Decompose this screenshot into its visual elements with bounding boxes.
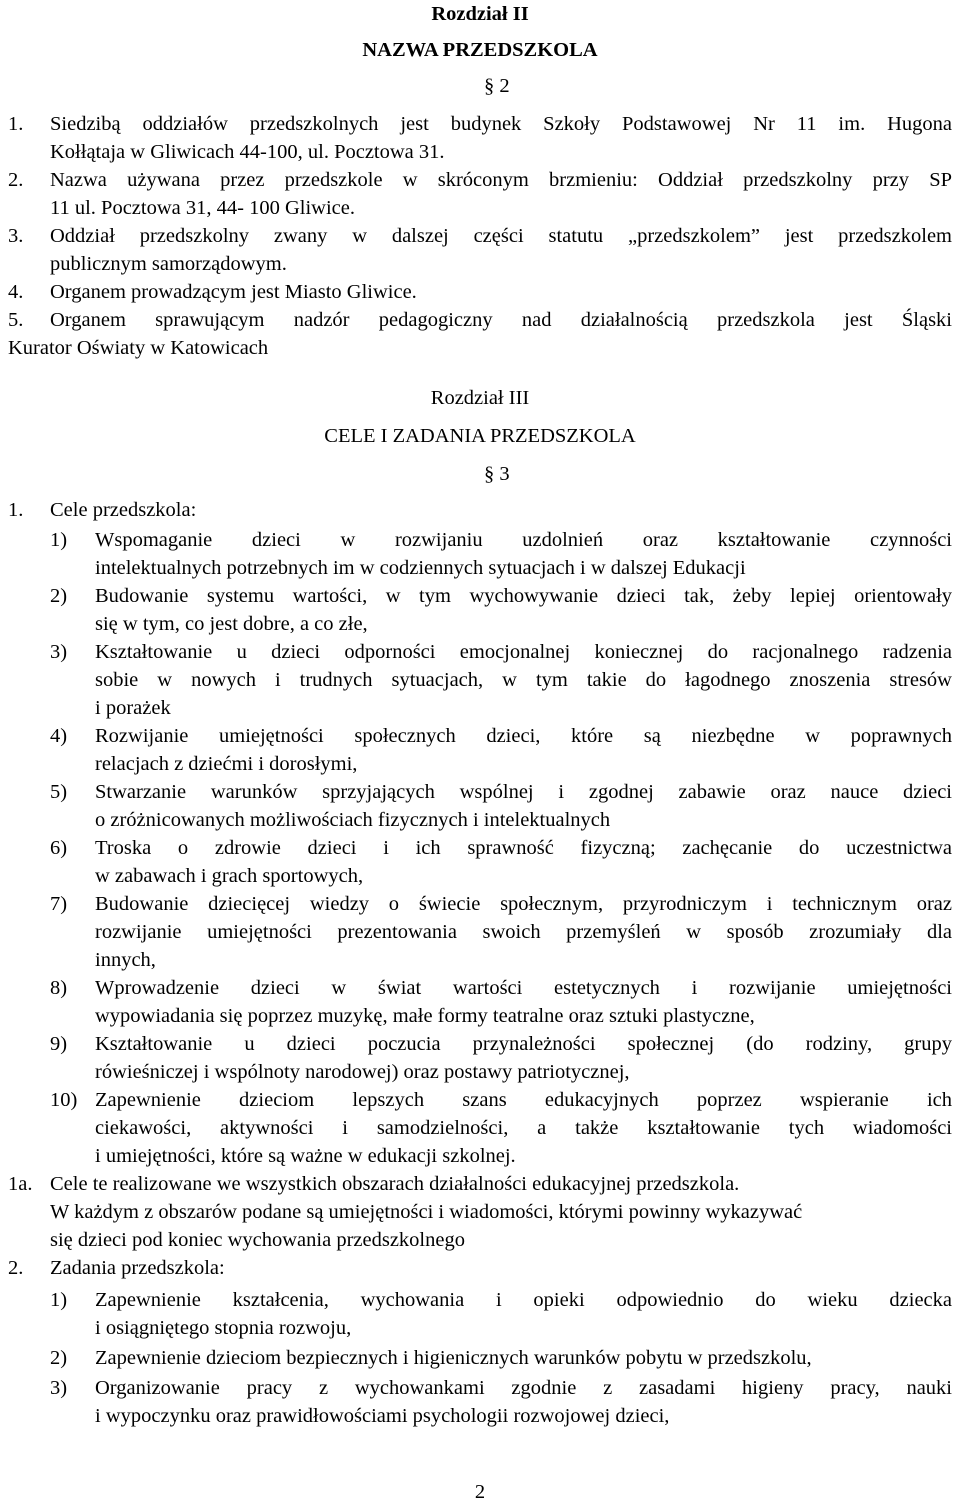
goal-text-line: rówieśniczej i wspólnoty narodowej) oraz postawy patriotycznej, (95, 1061, 630, 1083)
goal-text-line: Budowanie systemu wartości, w tym wychowywanie dzieci tak, żeby lepiej orientowały (95, 585, 952, 607)
goal-text-line: rozwijanie umiejętności prezentowania swoich przemyśleń w sposób zrozumiały dla (95, 921, 952, 943)
goals-number: 1. (8, 499, 24, 521)
goal-text-line: i porażek (95, 697, 171, 719)
task-text-line: Zapewnienie dzieciom bezpiecznych i higienicznych warunków pobytu w przedszkolu, (95, 1347, 812, 1369)
goal-text-line: Stwarzanie warunków sprzyjających wspólnej i zgodnej zabawie oraz nauce dzieci (95, 781, 952, 803)
task-number: 2) (50, 1347, 68, 1369)
goal-number: 9) (50, 1033, 68, 1055)
task-text-line: Organizowanie pracy z wychowankami zgodnie z zasadami higieny pracy, nauki (95, 1377, 952, 1399)
goal-text-line: Troska o zdrowie dzieci i ich sprawność fizyczną; zachęcanie do uczestnictwa (95, 837, 952, 859)
goal-number: 10) (50, 1089, 78, 1111)
goal-text-line: intelektualnych potrzebnych im w codziennych sytuacjach i w dalszej Edukacji (95, 557, 746, 579)
goal-text-line: w zabawach i grach sportowych, (95, 865, 364, 887)
tasks-label: Zadania przedszkola: (50, 1257, 225, 1279)
item-text-line: W każdym z obszarów podane są umiejętności i wiadomości, którymi powinny wykazywać (50, 1201, 803, 1223)
tasks-number: 2. (8, 1257, 24, 1279)
item-number: 1. (8, 113, 24, 135)
item-text-line: Siedzibą oddziałów przedszkolnych jest budynek Szkoły Podstawowej Nr 11 im. Hugona (50, 113, 952, 135)
item-text-line: Kurator Oświaty w Katowicach (8, 337, 269, 359)
chapter-title: NAZWA PRZEDSZKOLA (362, 39, 598, 61)
task-number: 1) (50, 1289, 68, 1311)
item-text-line: Organem sprawującym nadzór pedagogiczny nad działalnością przedszkola jest Śląski (50, 309, 952, 331)
item-number: 4. (8, 281, 24, 303)
goal-text-line: i umiejętności, które są ważne w edukacji szkolnej. (95, 1145, 516, 1167)
goal-number: 3) (50, 641, 68, 663)
item-number: 5. (8, 309, 24, 331)
goal-text-line: Budowanie dziecięcej wiedzy o świecie społecznym, przyrodniczym i technicznym oraz (95, 893, 952, 915)
item-text-line: Oddział przedszkolny zwany w dalszej części statutu „przedszkolem” jest przedszkolem (50, 225, 952, 247)
item-text-line: 11 ul. Pocztowa 31, 44- 100 Gliwice. (50, 197, 355, 219)
item-text-line: się dzieci pod koniec wychowania przedszkolnego (50, 1229, 465, 1251)
page-number: 2 (474, 1481, 486, 1503)
item-number: 2. (8, 169, 24, 191)
chapter-title: CELE I ZADANIA PRZEDSZKOLA (324, 425, 636, 447)
goals-label: Cele przedszkola: (50, 499, 197, 521)
goal-number: 6) (50, 837, 68, 859)
goal-text-line: innych, (95, 949, 156, 971)
goal-number: 4) (50, 725, 68, 747)
goal-text-line: Kształtowanie u dzieci odporności emocjonalnej koniecznej do racjonalnego radzenia (95, 641, 952, 663)
item-text-line: Organem prowadzącym jest Miasto Gliwice. (50, 281, 417, 303)
chapter-heading: Rozdział II (431, 3, 529, 25)
section-marker: § 3 (484, 463, 510, 485)
item-number: 1a. (8, 1173, 33, 1195)
task-text-line: Zapewnienie kształcenia, wychowania i opieki odpowiednio do wieku dziecka (95, 1289, 952, 1311)
goal-number: 7) (50, 893, 68, 915)
goal-number: 1) (50, 529, 68, 551)
goal-number: 5) (50, 781, 68, 803)
goal-text-line: sobie w nowych i trudnych sytuacjach, w tym takie do łagodnego znoszenia stresów (95, 669, 952, 691)
item-text-line: Kołłątaja w Gliwicach 44-100, ul. Pocztowa 31. (50, 141, 445, 163)
item-number: 3. (8, 225, 24, 247)
goal-number: 8) (50, 977, 68, 999)
goal-text-line: wypowiadania się poprzez muzykę, małe formy teatralne oraz sztuki plastyczne, (95, 1005, 755, 1027)
item-text-line: Cele te realizowane we wszystkich obszarach działalności edukacyjnej przedszkola. (50, 1173, 740, 1195)
goal-text-line: Wprowadzenie dzieci w świat wartości estetycznych i rozwijanie umiejętności (95, 977, 952, 999)
item-text-line: publicznym samorządowym. (50, 253, 287, 275)
goal-text-line: Rozwijanie umiejętności społecznych dzieci, które są niezbędne w poprawnych (95, 725, 952, 747)
goal-text-line: się w tym, co jest dobre, a co złe, (95, 613, 368, 635)
task-text-line: i osiągniętego stopnia rozwoju, (95, 1317, 352, 1339)
goal-text-line: ciekawości, aktywności i samodzielności, a także kształtowanie tych wiadomości (95, 1117, 952, 1139)
task-text-line: i wypoczynku oraz prawidłowościami psychologii rozwojowej dzieci, (95, 1405, 670, 1427)
item-text-line: Nazwa używana przez przedszkole w skróconym brzmieniu: Oddział przedszkolny przy SP (50, 169, 952, 191)
chapter-heading: Rozdział III (430, 387, 530, 409)
goal-text-line: relacjach z dziećmi i dorosłymi, (95, 753, 358, 775)
goal-text-line: Kształtowanie u dzieci poczucia przynależności społecznej (do rodziny, grupy (95, 1033, 952, 1055)
goal-number: 2) (50, 585, 68, 607)
goal-text-line: Wspomaganie dzieci w rozwijaniu uzdolnień oraz kształtowanie czynności (95, 529, 952, 551)
section-marker: § 2 (484, 75, 510, 97)
goal-text-line: o zróżnicowanych możliwościach fizycznych i intelektualnych (95, 809, 611, 831)
task-number: 3) (50, 1377, 68, 1399)
goal-text-line: Zapewnienie dzieciom lepszych szans edukacyjnych poprzez wspieranie ich (95, 1089, 952, 1111)
